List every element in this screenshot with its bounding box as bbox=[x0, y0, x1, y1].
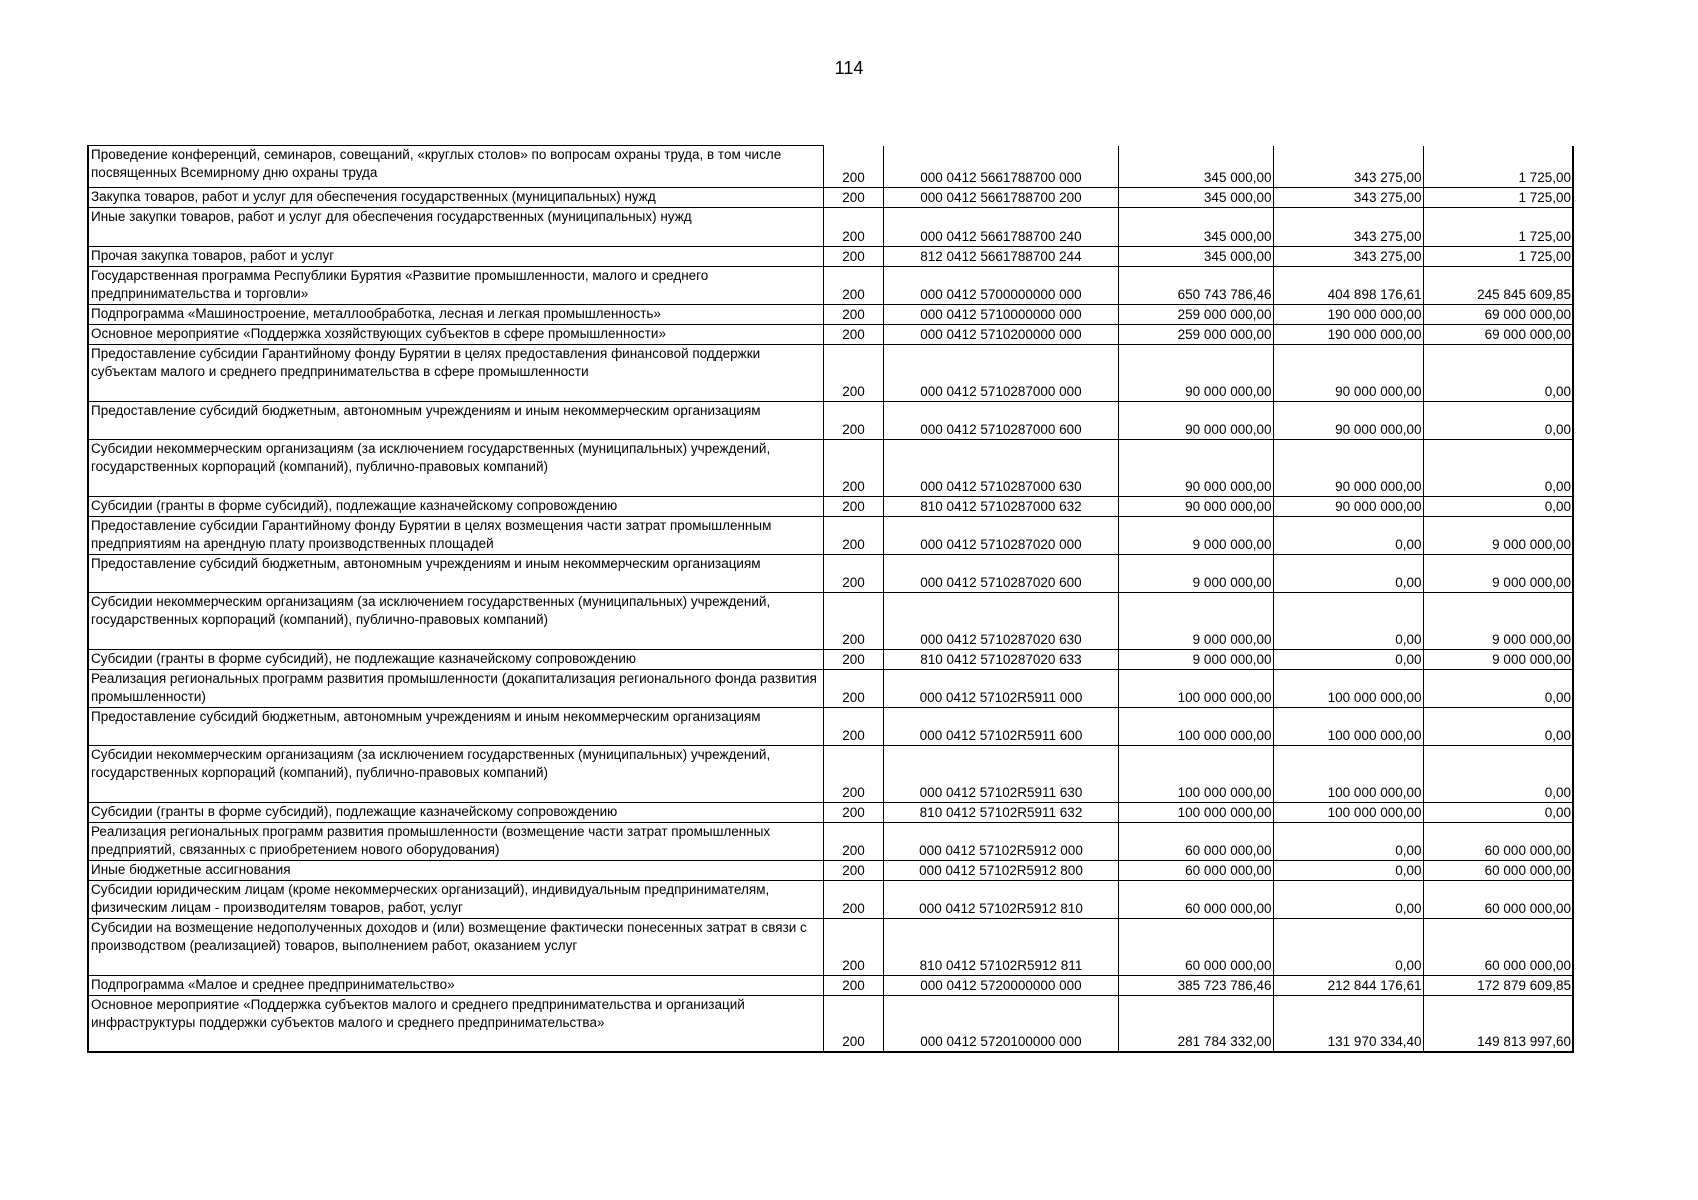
row-name-cell: Закупка товаров, работ и услуг для обеспечения государственных (муниципальных) нужд bbox=[88, 188, 823, 208]
row-remaining-cell: 245 845 609,85 bbox=[1423, 267, 1573, 305]
row-code-cell: 200 bbox=[823, 976, 883, 996]
row-code-cell: 200 bbox=[823, 996, 883, 1052]
row-plan-cell: 60 000 000,00 bbox=[1118, 823, 1273, 861]
row-remaining-cell: 0,00 bbox=[1423, 746, 1573, 803]
row-plan-cell: 281 784 332,00 bbox=[1118, 996, 1273, 1052]
row-code-cell: 200 bbox=[823, 823, 883, 861]
row-executed-cell: 343 275,00 bbox=[1273, 208, 1423, 247]
row-executed-cell: 343 275,00 bbox=[1273, 188, 1423, 208]
row-remaining-cell: 60 000 000,00 bbox=[1423, 861, 1573, 881]
row-code-cell: 200 bbox=[823, 146, 883, 188]
row-kbk-cell: 000 0412 5661788700 240 bbox=[883, 208, 1118, 247]
row-executed-cell: 0,00 bbox=[1273, 593, 1423, 650]
row-remaining-cell: 60 000 000,00 bbox=[1423, 881, 1573, 919]
row-kbk-cell: 000 0412 57102R5912 800 bbox=[883, 861, 1118, 881]
row-code-cell: 200 bbox=[823, 861, 883, 881]
row-plan-cell: 650 743 786,46 bbox=[1118, 267, 1273, 305]
table-row bbox=[88, 497, 1573, 517]
row-code-cell: 200 bbox=[823, 670, 883, 708]
row-code-cell: 200 bbox=[823, 650, 883, 670]
row-plan-cell: 100 000 000,00 bbox=[1118, 670, 1273, 708]
row-kbk-cell: 000 0412 5710287020 600 bbox=[883, 555, 1118, 593]
row-kbk-cell: 000 0412 57102R5911 630 bbox=[883, 746, 1118, 803]
row-name-cell: Предоставление субсидий бюджетным, автономным учреждениям и иным некоммерческим организациям bbox=[88, 708, 823, 746]
row-plan-cell: 100 000 000,00 bbox=[1118, 803, 1273, 823]
table-row bbox=[88, 593, 1573, 650]
row-remaining-cell: 0,00 bbox=[1423, 402, 1573, 440]
row-name-cell: Основное мероприятие «Поддержка субъектов малого и среднего предпринимательства и организаций инфраструктуры поддержки субъектов малого и среднего предпринимательства» bbox=[88, 996, 823, 1052]
row-kbk-cell: 810 0412 57102R5911 632 bbox=[883, 803, 1118, 823]
row-remaining-cell: 1 725,00 bbox=[1423, 188, 1573, 208]
row-plan-cell: 90 000 000,00 bbox=[1118, 345, 1273, 402]
row-plan-cell: 90 000 000,00 bbox=[1118, 497, 1273, 517]
table-row bbox=[88, 305, 1573, 325]
row-plan-cell: 345 000,00 bbox=[1118, 146, 1273, 188]
table-row bbox=[88, 402, 1573, 440]
table-row bbox=[88, 188, 1573, 208]
row-executed-cell: 100 000 000,00 bbox=[1273, 803, 1423, 823]
row-kbk-cell: 000 0412 5710000000 000 bbox=[883, 305, 1118, 325]
row-plan-cell: 9 000 000,00 bbox=[1118, 593, 1273, 650]
row-kbk-cell: 810 0412 57102R5912 811 bbox=[883, 919, 1118, 976]
row-code-cell: 200 bbox=[823, 325, 883, 345]
row-remaining-cell: 9 000 000,00 bbox=[1423, 650, 1573, 670]
row-name-cell: Субсидии на возмещение недополученных доходов и (или) возмещение фактически понесенных затрат в связи с производством (реализацией) товаров, выполнением работ, оказанием услуг bbox=[88, 919, 823, 976]
row-kbk-cell: 000 0412 57102R5912 810 bbox=[883, 881, 1118, 919]
row-name-cell: Предоставление субсидий бюджетным, автономным учреждениям и иным некоммерческим организациям bbox=[88, 555, 823, 593]
table-row bbox=[88, 267, 1573, 305]
table-row bbox=[88, 325, 1573, 345]
table-row bbox=[88, 746, 1573, 803]
row-plan-cell: 100 000 000,00 bbox=[1118, 708, 1273, 746]
row-executed-cell: 131 970 334,40 bbox=[1273, 996, 1423, 1052]
row-plan-cell: 345 000,00 bbox=[1118, 247, 1273, 267]
table-row bbox=[88, 881, 1573, 919]
row-executed-cell: 0,00 bbox=[1273, 861, 1423, 881]
row-kbk-cell: 810 0412 5710287020 633 bbox=[883, 650, 1118, 670]
row-remaining-cell: 0,00 bbox=[1423, 440, 1573, 497]
row-remaining-cell: 0,00 bbox=[1423, 670, 1573, 708]
row-remaining-cell: 0,00 bbox=[1423, 345, 1573, 402]
row-executed-cell: 100 000 000,00 bbox=[1273, 670, 1423, 708]
row-kbk-cell: 000 0412 5710287000 600 bbox=[883, 402, 1118, 440]
row-plan-cell: 100 000 000,00 bbox=[1118, 746, 1273, 803]
row-kbk-cell: 000 0412 5720100000 000 bbox=[883, 996, 1118, 1052]
row-name-cell: Прочая закупка товаров, работ и услуг bbox=[88, 247, 823, 267]
row-name-cell: Государственная программа Республики Бурятия «Развитие промышленности, малого и среднего предпринимательства и торговли» bbox=[88, 267, 823, 305]
row-name-cell: Субсидии (гранты в форме субсидий), подлежащие казначейскому сопровождению bbox=[88, 497, 823, 517]
table-row bbox=[88, 517, 1573, 555]
row-plan-cell: 345 000,00 bbox=[1118, 208, 1273, 247]
row-kbk-cell: 000 0412 57102R5911 000 bbox=[883, 670, 1118, 708]
row-kbk-cell: 000 0412 5700000000 000 bbox=[883, 267, 1118, 305]
row-executed-cell: 0,00 bbox=[1273, 555, 1423, 593]
table-body bbox=[88, 146, 1573, 1052]
row-name-cell: Реализация региональных программ развития промышленности (докапитализация регионального фонда развития промышленности) bbox=[88, 670, 823, 708]
row-executed-cell: 90 000 000,00 bbox=[1273, 345, 1423, 402]
row-remaining-cell: 0,00 bbox=[1423, 803, 1573, 823]
row-kbk-cell: 000 0412 5710200000 000 bbox=[883, 325, 1118, 345]
table-row bbox=[88, 670, 1573, 708]
row-kbk-cell: 000 0412 5661788700 000 bbox=[883, 146, 1118, 188]
row-kbk-cell: 000 0412 5720000000 000 bbox=[883, 976, 1118, 996]
table-row bbox=[88, 345, 1573, 402]
row-remaining-cell: 172 879 609,85 bbox=[1423, 976, 1573, 996]
row-code-cell: 200 bbox=[823, 345, 883, 402]
row-name-cell: Иные закупки товаров, работ и услуг для обеспечения государственных (муниципальных) нужд bbox=[88, 208, 823, 247]
row-code-cell: 200 bbox=[823, 267, 883, 305]
row-code-cell: 200 bbox=[823, 247, 883, 267]
row-name-cell: Предоставление субсидии Гарантийному фонду Бурятии в целях возмещения части затрат промышленным предприятиям на арендную плату производственных площадей bbox=[88, 517, 823, 555]
row-code-cell: 200 bbox=[823, 440, 883, 497]
row-name-cell: Субсидии юридическим лицам (кроме некоммерческих организаций), индивидуальным предпринимателям, физическим лицам - производителям товаров, работ, услуг bbox=[88, 881, 823, 919]
row-name-cell: Предоставление субсидий бюджетным, автономным учреждениям и иным некоммерческим организациям bbox=[88, 402, 823, 440]
table-row bbox=[88, 861, 1573, 881]
row-code-cell: 200 bbox=[823, 555, 883, 593]
row-name-cell: Субсидии некоммерческим организациям (за исключением государственных (муниципальных) учреждений, государственных корпораций (компаний), публично-правовых компаний) bbox=[88, 440, 823, 497]
row-executed-cell: 190 000 000,00 bbox=[1273, 325, 1423, 345]
row-executed-cell: 100 000 000,00 bbox=[1273, 746, 1423, 803]
table-row bbox=[88, 247, 1573, 267]
row-kbk-cell: 000 0412 5710287000 630 bbox=[883, 440, 1118, 497]
table-row bbox=[88, 708, 1573, 746]
table-row bbox=[88, 146, 1573, 188]
row-plan-cell: 60 000 000,00 bbox=[1118, 881, 1273, 919]
row-kbk-cell: 000 0412 5661788700 200 bbox=[883, 188, 1118, 208]
row-remaining-cell: 9 000 000,00 bbox=[1423, 555, 1573, 593]
row-name-cell: Субсидии (гранты в форме субсидий), не подлежащие казначейскому сопровождению bbox=[88, 650, 823, 670]
row-executed-cell: 343 275,00 bbox=[1273, 146, 1423, 188]
row-kbk-cell: 000 0412 5710287000 000 bbox=[883, 345, 1118, 402]
row-plan-cell: 259 000 000,00 bbox=[1118, 305, 1273, 325]
row-plan-cell: 9 000 000,00 bbox=[1118, 650, 1273, 670]
row-executed-cell: 90 000 000,00 bbox=[1273, 497, 1423, 517]
row-code-cell: 200 bbox=[823, 497, 883, 517]
row-remaining-cell: 1 725,00 bbox=[1423, 247, 1573, 267]
row-executed-cell: 343 275,00 bbox=[1273, 247, 1423, 267]
row-code-cell: 200 bbox=[823, 881, 883, 919]
row-kbk-cell: 000 0412 57102R5911 600 bbox=[883, 708, 1118, 746]
row-name-cell: Субсидии некоммерческим организациям (за исключением государственных (муниципальных) учреждений, государственных корпораций (компаний), публично-правовых компаний) bbox=[88, 746, 823, 803]
row-name-cell: Субсидии (гранты в форме субсидий), подлежащие казначейскому сопровождению bbox=[88, 803, 823, 823]
row-remaining-cell: 60 000 000,00 bbox=[1423, 919, 1573, 976]
row-plan-cell: 90 000 000,00 bbox=[1118, 440, 1273, 497]
row-name-cell: Проведение конференций, семинаров, совещаний, «круглых столов» по вопросам охраны труда, в том числе посвященных Всемирному дню охраны труда bbox=[88, 146, 823, 188]
row-plan-cell: 90 000 000,00 bbox=[1118, 402, 1273, 440]
row-executed-cell: 0,00 bbox=[1273, 650, 1423, 670]
row-remaining-cell: 1 725,00 bbox=[1423, 146, 1573, 188]
row-executed-cell: 90 000 000,00 bbox=[1273, 402, 1423, 440]
row-name-cell: Иные бюджетные ассигнования bbox=[88, 861, 823, 881]
row-name-cell: Субсидии некоммерческим организациям (за исключением государственных (муниципальных) учреждений, государственных корпораций (компаний), публично-правовых компаний) bbox=[88, 593, 823, 650]
budget-execution-table bbox=[87, 145, 1574, 1053]
row-executed-cell: 0,00 bbox=[1273, 919, 1423, 976]
row-code-cell: 200 bbox=[823, 919, 883, 976]
row-name-cell: Реализация региональных программ развития промышленности (возмещение части затрат промышленных предприятий, связанных с приобретением нового оборудования) bbox=[88, 823, 823, 861]
row-plan-cell: 60 000 000,00 bbox=[1118, 861, 1273, 881]
row-code-cell: 200 bbox=[823, 208, 883, 247]
row-executed-cell: 404 898 176,61 bbox=[1273, 267, 1423, 305]
table-row bbox=[88, 823, 1573, 861]
row-name-cell: Основное мероприятие «Поддержка хозяйствующих субъектов в сфере промышленности» bbox=[88, 325, 823, 345]
table-row bbox=[88, 803, 1573, 823]
row-code-cell: 200 bbox=[823, 708, 883, 746]
row-kbk-cell: 810 0412 5710287000 632 bbox=[883, 497, 1118, 517]
row-code-cell: 200 bbox=[823, 746, 883, 803]
row-code-cell: 200 bbox=[823, 593, 883, 650]
row-plan-cell: 60 000 000,00 bbox=[1118, 919, 1273, 976]
row-code-cell: 200 bbox=[823, 188, 883, 208]
row-plan-cell: 259 000 000,00 bbox=[1118, 325, 1273, 345]
row-executed-cell: 0,00 bbox=[1273, 517, 1423, 555]
row-remaining-cell: 0,00 bbox=[1423, 497, 1573, 517]
row-name-cell: Подпрограмма «Малое и среднее предпринимательство» bbox=[88, 976, 823, 996]
row-code-cell: 200 bbox=[823, 305, 883, 325]
table-row bbox=[88, 440, 1573, 497]
row-remaining-cell: 9 000 000,00 bbox=[1423, 593, 1573, 650]
row-remaining-cell: 0,00 bbox=[1423, 708, 1573, 746]
table-row bbox=[88, 976, 1573, 996]
row-remaining-cell: 60 000 000,00 bbox=[1423, 823, 1573, 861]
row-plan-cell: 9 000 000,00 bbox=[1118, 517, 1273, 555]
row-remaining-cell: 69 000 000,00 bbox=[1423, 305, 1573, 325]
row-remaining-cell: 149 813 997,60 bbox=[1423, 996, 1573, 1052]
row-remaining-cell: 1 725,00 bbox=[1423, 208, 1573, 247]
row-plan-cell: 385 723 786,46 bbox=[1118, 976, 1273, 996]
row-kbk-cell: 000 0412 5710287020 000 bbox=[883, 517, 1118, 555]
row-code-cell: 200 bbox=[823, 402, 883, 440]
row-executed-cell: 0,00 bbox=[1273, 881, 1423, 919]
row-remaining-cell: 9 000 000,00 bbox=[1423, 517, 1573, 555]
row-remaining-cell: 69 000 000,00 bbox=[1423, 325, 1573, 345]
table-row bbox=[88, 650, 1573, 670]
row-kbk-cell: 000 0412 57102R5912 000 bbox=[883, 823, 1118, 861]
row-executed-cell: 100 000 000,00 bbox=[1273, 708, 1423, 746]
row-kbk-cell: 000 0412 5710287020 630 bbox=[883, 593, 1118, 650]
row-name-cell: Предоставление субсидии Гарантийному фонду Бурятии в целях предоставления финансовой поддержки субъектам малого и среднего предпринимательства в сфере промышленности bbox=[88, 345, 823, 402]
row-executed-cell: 212 844 176,61 bbox=[1273, 976, 1423, 996]
table-row bbox=[88, 208, 1573, 247]
row-kbk-cell: 812 0412 5661788700 244 bbox=[883, 247, 1118, 267]
row-executed-cell: 90 000 000,00 bbox=[1273, 440, 1423, 497]
row-code-cell: 200 bbox=[823, 803, 883, 823]
page-number: 114 bbox=[834, 58, 864, 78]
row-plan-cell: 345 000,00 bbox=[1118, 188, 1273, 208]
row-executed-cell: 190 000 000,00 bbox=[1273, 305, 1423, 325]
row-name-cell: Подпрограмма «Машиностроение, металлообработка, лесная и легкая промышленность» bbox=[88, 305, 823, 325]
table-row bbox=[88, 996, 1573, 1052]
row-executed-cell: 0,00 bbox=[1273, 823, 1423, 861]
row-plan-cell: 9 000 000,00 bbox=[1118, 555, 1273, 593]
table-row bbox=[88, 555, 1573, 593]
table-row bbox=[88, 919, 1573, 976]
row-code-cell: 200 bbox=[823, 517, 883, 555]
